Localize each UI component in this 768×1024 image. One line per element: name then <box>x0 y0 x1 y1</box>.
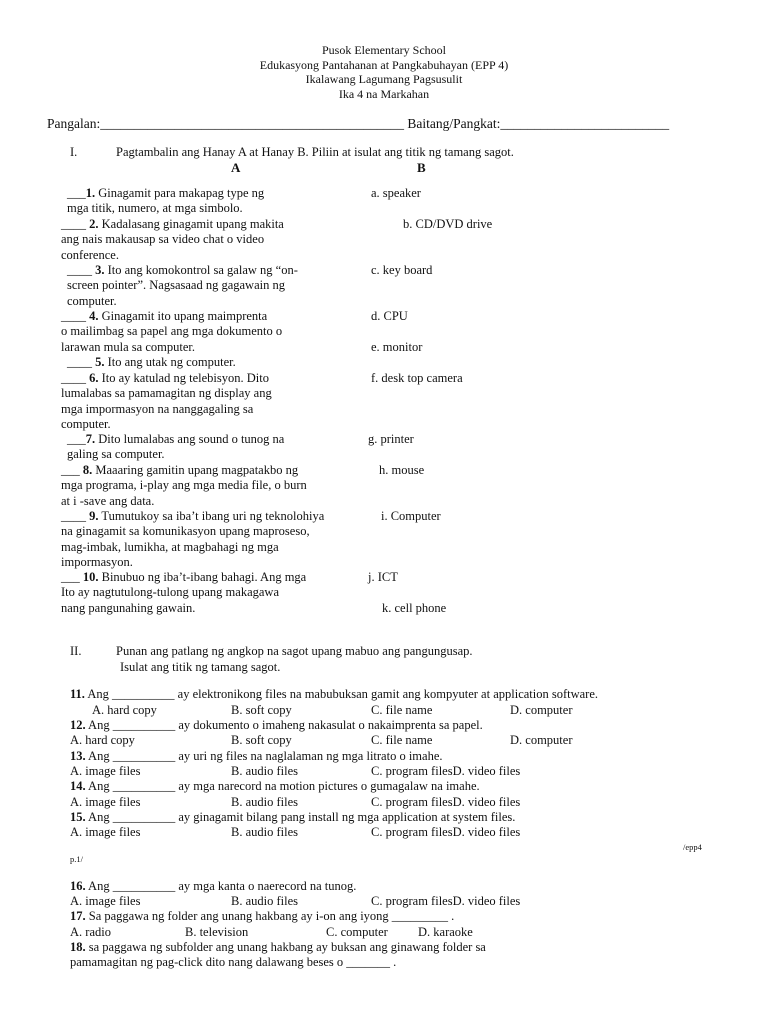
part2-instruction-line1: Punan ang patlang ng angkop na sagot upang mabuo ang pangungusap. <box>116 644 473 658</box>
option-c: C. computer <box>326 925 388 939</box>
option-d: D. computer <box>510 733 573 747</box>
option-a: A. image files <box>70 894 141 908</box>
matching-item-10: ___ 10. Binubuo ng iba’t-ibang bahagi. Ang mga Ito ay nagtutulong-tulong upang makagawa nang pangunahing gawain. <box>61 570 307 615</box>
answer-choice-h: h. mouse <box>379 463 425 477</box>
option-b: B. audio files <box>231 795 299 809</box>
option-c: C. file name <box>371 703 433 717</box>
option-a: A. hard copy <box>70 733 135 747</box>
matching-item-5: ____ 5. Ito ang utak ng computer. <box>67 355 236 369</box>
fill-item-17: 17. Sa paggawa ng folder ang unang hakbang ay i-on ang iyong _________ . <box>70 909 455 923</box>
option-d: D. computer <box>510 703 573 717</box>
fill-item-15: 15. Ang __________ ay ginagamit bilang pang install ng mga application at system files. <box>70 810 516 824</box>
answer-choice-k: k. cell phone <box>382 601 447 615</box>
matching-item-1: ___1. Ginagamit para makapag type ng mga titik, numero, at mga simbolo. <box>67 186 265 216</box>
subject-title: Edukasyong Pantahanan at Pangkabuhayan (EPP 4) <box>259 57 509 72</box>
option-d: D. karaoke <box>418 925 473 939</box>
answer-choice-i: i. Computer <box>381 509 441 523</box>
option-b: B. soft copy <box>231 733 292 747</box>
option-c-d: C. program filesD. video files <box>371 894 521 908</box>
matching-item-9: ____ 9. Tumutukoy sa iba’t ibang uri ng teknolohiya na ginagamit sa komunikasyon upang maproseso, mag-imbak, lumikha, at magbahagi ng mga impormasyon. <box>61 509 325 569</box>
document-header <box>0 43 768 101</box>
page-footer-right: /epp4 <box>683 842 702 852</box>
option-c-d: C. program filesD. video files <box>371 825 521 839</box>
matching-item-8: ___ 8. Maaaring gamitin upang magpatakbo ng mga programa, i-play ang mga media file, o burn at i -save ang data. <box>61 463 307 508</box>
option-b: B. soft copy <box>231 703 292 717</box>
matching-item-4: ____ 4. Ginagamit ito upang maimprenta o mailimbag sa papel ang mga dokumento o larawan mula sa computer. <box>61 309 283 354</box>
option-b: B. audio files <box>231 894 299 908</box>
part1-numeral: I. <box>70 145 78 159</box>
option-c-d: C. program filesD. video files <box>371 764 521 778</box>
school-name: Pusok Elementary School <box>322 43 446 57</box>
page-footer-left: p.1/ <box>70 854 83 864</box>
fill-item-13: 13. Ang __________ ay uri ng files na naglalaman ng mga litrato o imahe. <box>70 749 443 763</box>
option-c-d: C. program filesD. video files <box>371 795 521 809</box>
option-b: B. television <box>185 925 249 939</box>
answer-choice-e: e. monitor <box>371 340 423 354</box>
fill-item-14: 14. Ang __________ ay mga narecord na motion pictures o gumagalaw na imahe. <box>70 779 480 793</box>
fill-item-18: 18. sa paggawa ng subfolder ang unang hakbang ay buksan ang ginawang folder sa <box>70 940 486 954</box>
matching-item-3: ____ 3. Ito ang komokontrol sa galaw ng “on- screen pointer”. Nagsasaad ng gagawain ng computer. <box>67 263 298 308</box>
option-b: B. audio files <box>231 764 299 778</box>
option-b: B. audio files <box>231 825 299 839</box>
matching-item-6: ____ 6. Ito ay katulad ng telebisyon. Dito lumalabas sa pamamagitan ng display ang mga impormasyon na nanggagaling sa computer. <box>61 371 272 431</box>
answer-choice-f: f. desk top camera <box>371 371 463 385</box>
answer-choice-j: j. ICT <box>368 570 398 584</box>
exam-title: Ikalawang Lagumang Pagsusulit <box>305 72 463 86</box>
answer-choice-g: g. printer <box>368 432 414 446</box>
column-b-heading: B <box>417 160 426 175</box>
answer-choice-a: a. speaker <box>371 186 421 200</box>
fill-item-16: 16. Ang __________ ay mga kanta o naerecord na tunog. <box>70 879 357 893</box>
fill-item-18-line2: pamamagitan ng pag-click dito nang dalawang beses o _______ . <box>70 955 397 969</box>
option-a: A. image files <box>70 795 141 809</box>
column-a-heading: A <box>231 160 241 175</box>
fill-item-11: 11. Ang __________ ay elektronikong files na mabubuksan gamit ang kompyuter at application software. <box>70 687 599 701</box>
answer-choice-b: b. CD/DVD drive <box>403 217 493 231</box>
fill-item-12: 12. Ang __________ ay dokumento o imaheng nakasulat o nakaimprenta sa papel. <box>70 718 483 732</box>
name-line: Pangalan:_____________________________________________ Baitang/Pangkat:_________________________ <box>47 116 670 131</box>
option-c: C. file name <box>371 733 433 747</box>
matching-item-2: ____ 2. Kadalasang ginagamit upang makita ang nais makausap sa video chat o video conference. <box>61 217 284 262</box>
matching-item-7: ___7. Dito lumalabas ang sound o tunog na galing sa computer. <box>67 432 285 462</box>
part1-instruction: Pagtambalin ang Hanay A at Hanay B. Piliin at isulat ang titik ng tamang sagot. <box>116 145 514 159</box>
option-a: A. hard copy <box>92 703 157 717</box>
part2-numeral: II. <box>70 644 82 658</box>
answer-choice-c: c. key board <box>371 263 433 277</box>
part2-instruction-line2: Isulat ang titik ng tamang sagot. <box>120 660 281 674</box>
option-a: A. image files <box>70 764 141 778</box>
answer-choice-d: d. CPU <box>371 309 408 323</box>
option-a: A. radio <box>70 925 111 939</box>
option-a: A. image files <box>70 825 141 839</box>
quarter-title: Ika 4 na Markahan <box>338 86 430 101</box>
